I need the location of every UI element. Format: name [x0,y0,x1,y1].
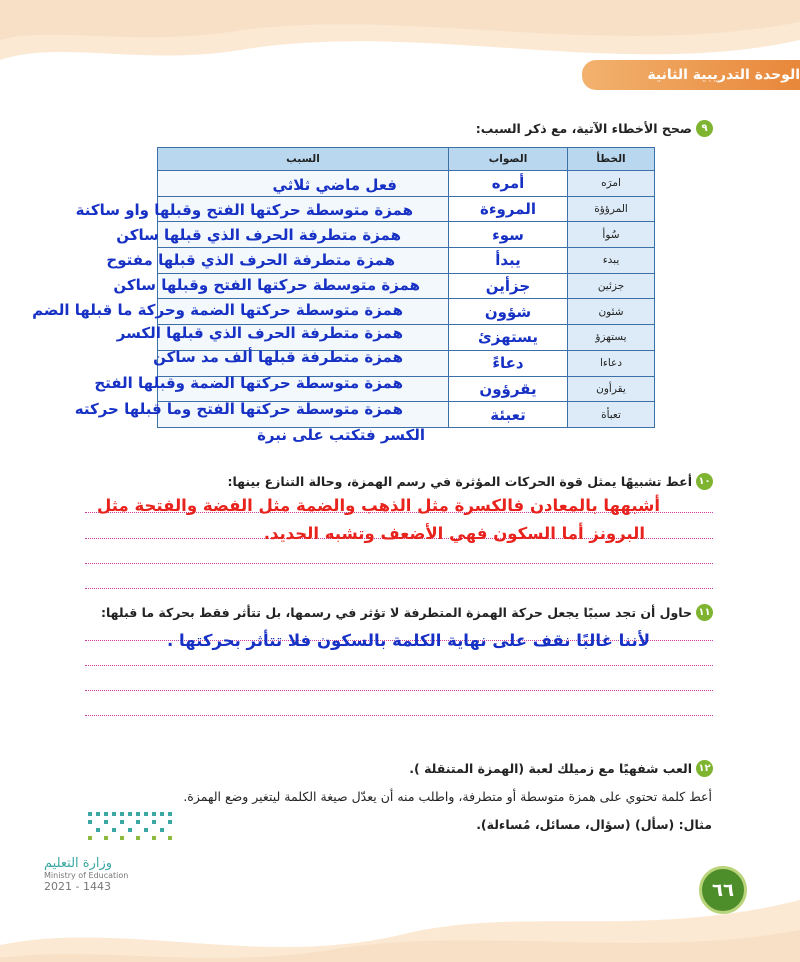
question-12-example: مثال: (سأل) (سؤال، مسائل، مُساءلة). [476,817,712,832]
error-cell: يبدء [568,248,655,274]
correct-cell: يستهزئ [449,325,568,351]
ministry-logo [44,808,184,898]
answer-line [85,665,713,666]
error-cell: سُوأ [568,222,655,248]
ministry-year: 2021 - 1443 [44,880,111,893]
correct-cell: تعبئة [449,402,568,428]
reason-10: همزة متوسطة حركتها الفتح وما قبلها حركته [74,400,403,418]
reason-3: همزة متطرفة الحرف الذي قبلها ساكن [116,226,401,244]
correct-cell: دعاءً [449,350,568,376]
question-9-prompt: صحح الأخطاء الآتية، مع ذكر السبب: [475,121,692,136]
question-11-answer: لأننا غالبًا نقف على نهاية الكلمة بالسكون فلا تتأثر بحركتها . [167,631,650,650]
unit-title-banner: الوحدة التدريبية الثانية [582,60,800,90]
correct-cell: المروءة [449,196,568,222]
header-error: الخطأ [568,148,655,171]
correct-cell: شؤون [449,299,568,325]
answer-line [85,715,713,716]
correct-cell: جزأين [449,273,568,299]
reason-6: همزة متوسطة حركتها الضمة وحركة ما قبلها الضم [32,301,403,319]
answer-line [85,690,713,691]
correct-cell: أمره [449,171,568,197]
error-cell: تعبأة [568,402,655,428]
question-12-instruction: أعط كلمة تحتوي على همزة متوسطة أو متطرفة، واطلب منه أن يعدّل صيغة الكلمة ليتغير وضع الهمزة. [183,789,712,804]
answer-line [85,588,713,589]
reason-1: فعل ماضي ثلاثي [272,176,397,194]
correct-cell: يقرؤون [449,376,568,402]
reason-7: همزة متطرفة الحرف الذي قبلها الكسر [116,324,403,342]
reason-2: همزة متوسطة حركتها الفتح وقبلها واو ساكنة [75,201,413,219]
header-reason: السبب [158,148,449,171]
reason-8: همزة متطرفة قبلها ألف مد ساكن [153,348,403,366]
error-cell: المرؤؤة [568,196,655,222]
error-cell: يستهزؤ [568,325,655,351]
reason-5: همزة متوسطة حركتها الفتح وقبلها ساكن [113,276,420,294]
ministry-name-ar: وزارة التعليم [44,856,113,871]
question-10-number: ١٠ [696,473,713,490]
question-10-answer-line-2: البرونز أما السكون فهي الأضعف وتشبه الحديد. [263,524,645,543]
error-cell: دعاءا [568,350,655,376]
answer-line [85,563,713,564]
question-12-number: ١٢ [696,760,713,777]
correct-cell: يبدأ [449,248,568,274]
reason-10-continued: الكسر فتكتب على نبرة [257,426,425,444]
table-row [158,171,655,197]
question-10-answer-line-1: أشبهها بالمعادن فالكسرة مثل الذهب والضمة مثل الفضة والفتحة مثل [97,496,660,515]
error-cell: جزئين [568,273,655,299]
reason-9: همزة متوسطة حركتها الضمة وقبلها الفتح [94,374,403,392]
header-correct: الصواب [449,148,568,171]
table-header-row [158,148,655,171]
reason-4: همزة متطرفة الحرف الذي قبلها مفتوح [106,251,395,269]
error-cell: يقرأون [568,376,655,402]
ministry-emblem-icon [44,808,184,848]
question-10-prompt: أعط تشبيهًا يمثل قوة الحركات المؤثرة في رسم الهمزة، وحالة التنازع بينها: [227,474,692,489]
error-cell: امرَه [568,171,655,197]
page-number: ٦٦ [699,866,747,914]
ministry-name-en: Ministry of Education [44,871,129,880]
question-11-prompt: حاول أن تجد سببًا يجعل حركة الهمزة المتطرفة لا تؤثر في رسمها، بل تتأثر فقط بحركة ما قبلها: [100,605,692,620]
question-12-prompt: العب شفهيًا مع زميلك لعبة (الهمزة المتنقلة ). [409,761,692,776]
error-cell: شئون [568,299,655,325]
question-11-number: ١١ [696,604,713,621]
question-9-number: ٩ [696,120,713,137]
correct-cell: سوء [449,222,568,248]
